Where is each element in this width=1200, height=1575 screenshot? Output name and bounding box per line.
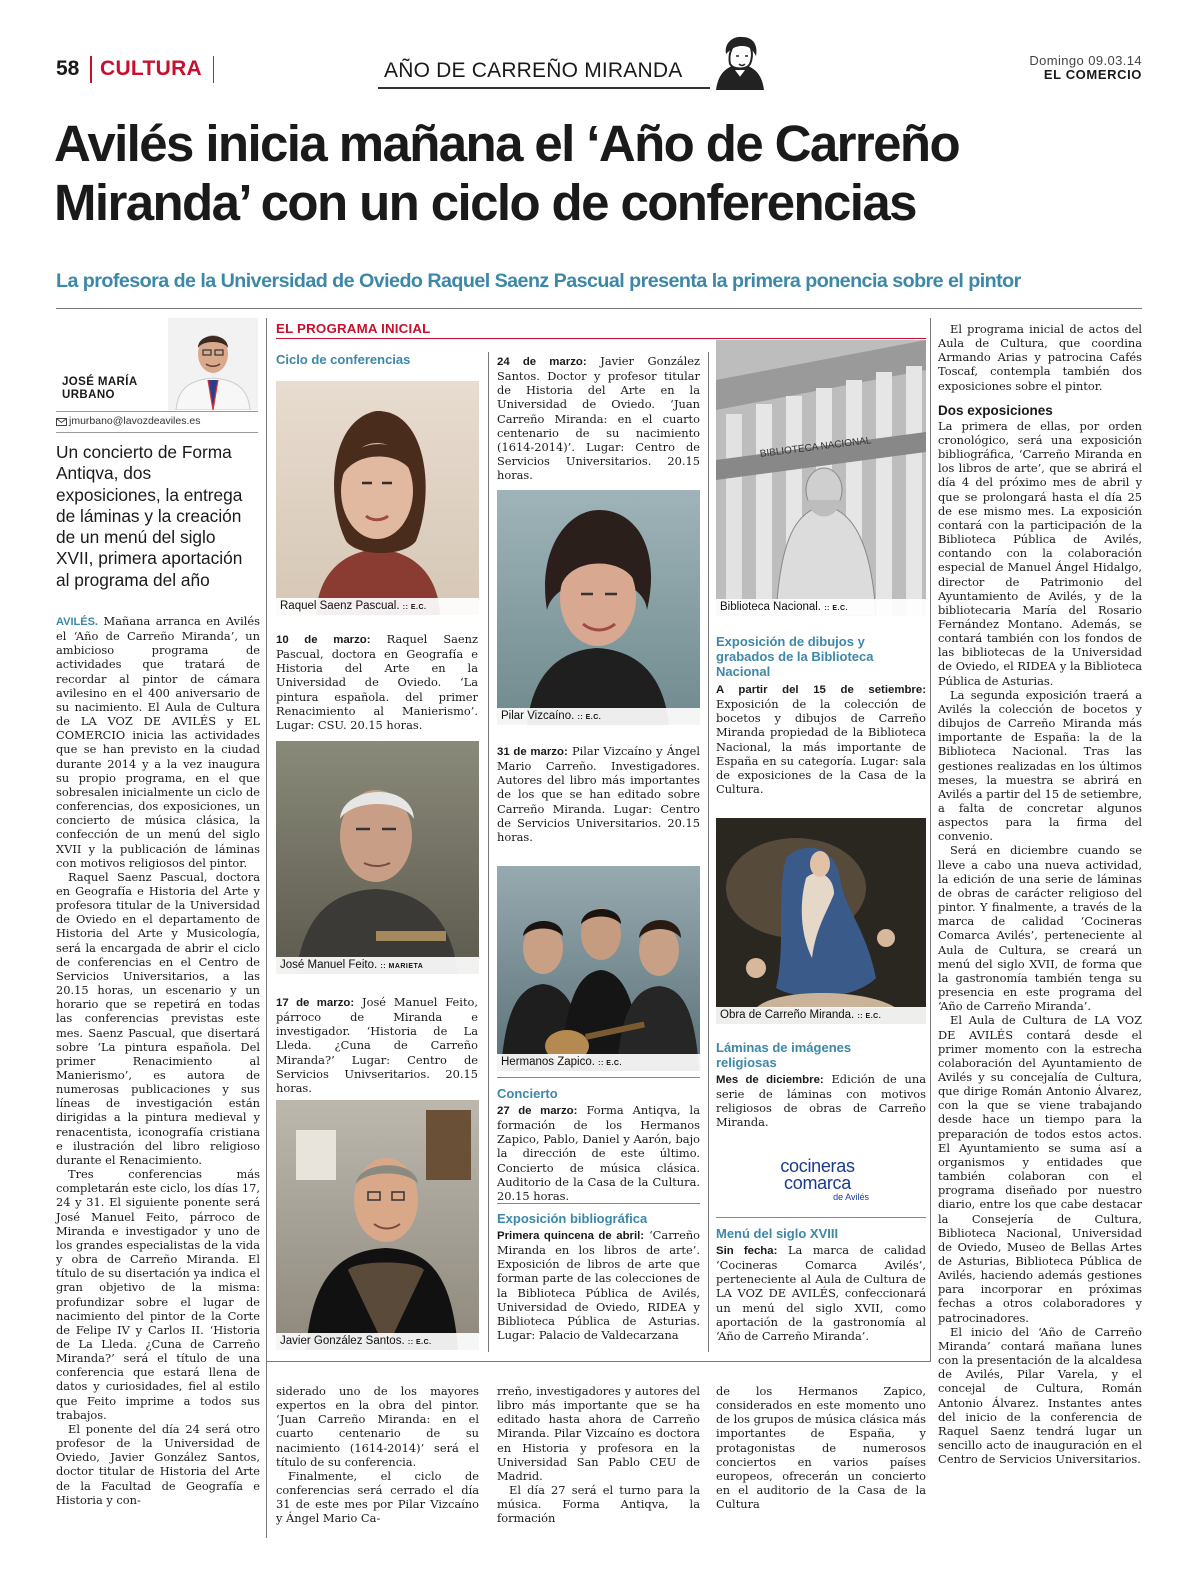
program-text: Raquel Saenz Pascual, doctora en Geografía e Historia del Arte en la Universidad de Oviedo. ‘La pintura española. del primer Renacimiento al Manierismo’. Lugar: CSU. 20.15 horas. [276, 632, 479, 732]
expo-heading: Exposición de dibujos y grabados de la Biblioteca Nacional [716, 634, 874, 679]
series-underline [378, 87, 710, 89]
body-paragraph: rreño, investigadores y autores del libro más importante que se ha editado hasta ahora de Carreño Miranda. Pilar Vizcaíno es doctora en Historia y profesora en la Universidad San Pablo CEU de Madrid. [497, 1384, 700, 1483]
rule [497, 1203, 700, 1204]
photo-credit: :: E.C. [598, 1060, 622, 1067]
author-name-2: URBANO [62, 389, 115, 401]
column-rule [708, 352, 709, 1352]
body-paragraph: La primera de ellas, por orden cronológico, será una exposición bibliográfica, ‘Carreño Miranda en los libros de arte’, que se abrirá el día 4 del próximo mes de abril y que se prolongará hasta el día 25 de ese mismo mes. La exposición contará con la participación de la Biblioteca Pública de Avilés, contando con la colaboración especial de Manuel Ángel Hidalgo, director de Patrimonio del Ayuntamiento de Avilés, y de la bibliotecaria María del Rosario Fernández Montano. Además, se contará también con los fondos de las bibliotecas de la Universidad de Oviedo, el RIDEA y la Biblioteca Pública de Asturias. [938, 418, 1142, 688]
program-item-17 [276, 995, 478, 1095]
author-photo [168, 318, 258, 410]
body-column-1 [56, 614, 260, 1507]
subheadline: La profesora de la Universidad de Oviedo Raquel Saenz Pascual presenta la primera ponencia sobre el pintor [56, 270, 1021, 292]
program-laminas [716, 1072, 926, 1130]
headline [54, 114, 959, 232]
program-text: Edición de una serie de láminas con motivos religiosos de obras de Carreño Miranda. [716, 1072, 926, 1130]
headline-line-1: Avilés inicia mañana el ‘Año de Carreño [54, 115, 960, 172]
rule [56, 411, 258, 412]
photo-obra [716, 818, 926, 1024]
program-date: 24 de marzo: [497, 356, 587, 368]
body-paragraph: Finalmente, el ciclo de conferencias será cerrado el día 31 de este mes por Pilar Vizcaíno y Ángel Mario Ca- [276, 1468, 479, 1526]
caption-text: Biblioteca Nacional. [720, 601, 822, 613]
photo-pilar [497, 490, 700, 725]
photo-credit: :: E.C. [857, 1013, 882, 1020]
program-concert [497, 1103, 700, 1203]
program-date: 10 de marzo: [276, 634, 371, 646]
program-expo [716, 682, 926, 796]
body-paragraph: El ponente del día 24 será otro profesor de la Universidad de Oviedo, Javier González Santos, doctor titular de Historia del Arte de la Facultad de Geografía e Historia y con- [56, 1421, 260, 1507]
caption-javier [276, 1333, 479, 1350]
rule [497, 1077, 700, 1078]
carreno-portrait-icon [712, 34, 768, 92]
column-rule [266, 318, 267, 1538]
photo-credit: :: MARIETA [380, 963, 424, 970]
photo-zapico [497, 866, 700, 1071]
rule [56, 308, 1142, 309]
program-date: Primera quincena de abril: [497, 1230, 645, 1242]
body-paragraph: de los Hermanos Zapico, considerados en este momento uno de los grupos de música clásica más importantes de España, y protagonistas de numerosos conciertos en varios países europeos, ofrecerán un concierto en el auditorio de la Casa de la Cultura [716, 1384, 926, 1512]
caption-text: Javier González Santos. [280, 1335, 405, 1347]
logo-line-2: comarca [784, 1173, 851, 1193]
program-date: A partir del 15 de setiembre: [716, 684, 926, 696]
laminas-heading: Láminas de imágenes religiosas [716, 1040, 852, 1070]
program-rule [276, 338, 926, 339]
program-text: Pilar Vizcaíno y Ángel Mario Carreño. Investigadores. Autores del libro más importantes de los que se han editado sobre Carreño Miranda. Lugar: Centro de Servicios Universitarios. 20.15 horas. [497, 744, 700, 844]
program-biblio [497, 1228, 700, 1342]
photo-feito [276, 741, 479, 974]
caption-biblioteca [716, 599, 926, 616]
program-date: Mes de diciembre: [716, 1074, 824, 1086]
menu-heading: Menú del siglo XVIII [716, 1226, 839, 1241]
program-text: ‘Carreño Miranda en los libros de arte’. Exposición de libros de arte que forman parte de las colecciones de la Biblioteca Pública de Avilés, Universidad de Oviedo, RIDEA y Biblioteca Pública de Asturias. Lugar: Palacio de Valdecarzana [497, 1228, 701, 1343]
photo-credit: :: E.C. [824, 605, 848, 612]
logo-line-3: de Avilés [833, 1192, 869, 1202]
dateline: AVILÉS. [56, 616, 98, 628]
building-inscription: BIBLIOTECA NACIONAL [759, 435, 873, 460]
body-paragraph: El Aula de Cultura de LA VOZ DE AVILÉS contará desde el primer momento con la estrecha colaboración del Ayuntamiento de Avilés y su concejalía de Cultura, que dirige Román Antonio Álvarez, con la que se viene trabajando desde hace un tiempo para la preparación de todos estos actos. El Ayuntamiento se suma así a organismos y entidades que también colaboran con el programa diseñado por nuestro diario, entre los que cabe destacar la Consejería de Cultura, Biblioteca Nacional, Universidad de Oviedo, Museo de Bellas Artes de Asturias, Biblioteca Pública de Avilés, haciendo además gestiones para incorporar en próximas fechas a otros colaboradores y patrocinadores. [938, 1013, 1142, 1325]
program-date: 17 de marzo: [276, 997, 355, 1009]
body-paragraph: siderado uno de los mayores expertos en la obra del pintor. ‘Juan Carreño Miranda: en el cuarto centenario de su nacimiento (1614-2014)’ será el título de su conferencia. [276, 1384, 479, 1469]
logo-line-1: cocineras [780, 1156, 855, 1176]
lead-text: Un concierto de Forma Antiqva, dos exposiciones, la entrega de láminas y la creación de un menú del siglo XVII, primera aportación al programa del año [56, 442, 243, 590]
caption-pilar [497, 708, 700, 725]
right-subheading: Dos exposiciones [938, 402, 1053, 418]
photo-biblioteca [716, 340, 926, 616]
program-menu [716, 1243, 926, 1343]
program-item-10 [276, 632, 478, 732]
portrait-javier [276, 1100, 479, 1350]
author-byline [62, 376, 138, 402]
caption-zapico [497, 1054, 700, 1071]
conferences-heading: Ciclo de conferencias [276, 352, 411, 367]
body-paragraph: El día 27 será el turno para la música. Forma Antiqva, la formación [497, 1483, 700, 1526]
painting-obra [716, 818, 926, 1024]
program-text: Exposición de la colección de bocetos y dibujos de Carreño Miranda propiedad de la Biblioteca Nacional, la más importante de España en su categoría. Lugar: sala de exposiciones de la Casa de la Cultura. [716, 697, 926, 797]
program-date: 27 de marzo: [497, 1105, 578, 1117]
portrait-raquel [276, 381, 479, 615]
biblio-heading: Exposición bibliográfica [497, 1211, 648, 1226]
building-biblioteca [716, 340, 926, 616]
rule [56, 432, 258, 433]
header-divider [90, 56, 92, 83]
caption-text: Hermanos Zapico. [501, 1056, 595, 1068]
column-rule [488, 352, 489, 1352]
photo-credit: :: E.C. [402, 604, 427, 611]
program-date: Sin fecha: [716, 1245, 778, 1257]
column-rule [930, 318, 931, 1362]
body-column-3 [497, 1384, 700, 1526]
cocineras-comarca-logo [760, 1158, 875, 1203]
issue-date: Domingo 09.03.14 [1029, 53, 1142, 68]
body-paragraph: El inicio del ‘Año de Carreño Miranda’ contará mañana lunes con la presentación de la alcaldesa de Avilés, Pilar Varela, y el concejal de Cultura, Román Antonio Álvarez. Instantes antes del inicio de la conferencia de Raquel Saenz tendrá lugar un sencillo acto de inauguración en el Centro de Servicios Universitarios. [938, 1324, 1142, 1467]
portrait-pilar [497, 490, 700, 725]
author-email[interactable]: jmurbano@lavozdeaviles.es [69, 415, 201, 427]
author-name-1: JOSÉ MARÍA [62, 376, 138, 388]
caption-obra [716, 1007, 926, 1024]
body-column-4 [716, 1384, 926, 1511]
caption-text: Raquel Saenz Pascual. [280, 600, 400, 612]
headline-line-2: Miranda’ con un ciclo de conferencias [54, 174, 916, 231]
program-date: 31 de marzo: [497, 746, 568, 758]
body-paragraph: Mañana arranca en Avilés el ‘Año de Carreño Miranda’, un ambicioso programa de actividades que tratará de recordar al pintor de cámara avilesino en el 400 aniversario de su nacimiento. El Aula de Cultura de LA VOZ DE AVILÉS y EL COMERCIO inicia las actividades que se han previsto en la ciudad durante 2014 y a la vez inaugura su propio programa, en el que sobresalen inicialmente un ciclo de conferencias, dos exposiciones, un concierto de música clásica, la confección de un menú del siglo XVII y la publicación de láminas con motivos religiosos del pintor. [56, 614, 260, 870]
header-divider [213, 56, 214, 83]
caption-text: José Manuel Feito. [280, 959, 378, 971]
body-paragraph: La segunda exposición traerá a Avilés la colección de bocetos y dibujos de Carreño Miranda más importante de España: la de la Biblioteca Nacional. Tras las gestiones realizadas en los últimos meses, la muestra se abrirá en Avilés a partir del 15 de setiembre, a falta de concretar algunos aspectos para la firma del convenio. [938, 687, 1142, 844]
caption-feito [276, 957, 479, 974]
caption-text: Pilar Vizcaíno. [501, 710, 575, 722]
photo-javier [276, 1100, 479, 1350]
concert-heading: Concierto [497, 1086, 558, 1101]
body-paragraph: Tres conferencias más completarán este ciclo, los días 17, 24 y 31. El siguiente ponente será José Manuel Feito, párroco de Miranda e investigador y uno de los grandes especialistas de la vida y obra de Carreño Miranda. El título de su disertación ya indica el gran objetivo de la misma: profundizar sobre el lugar de nacimiento del pintor de la Corte de Felipe IV y Carlos II. ‘Historia de La Lleda. ¿Cuna de Carreño Miranda?’ será el título de una conferencia que estará llena de datos y curiosidades, fiel al estilo que Feito imprime a todos sus trabajos. [56, 1167, 260, 1422]
page-number: 58 [56, 57, 80, 80]
newspaper-name: EL COMERCIO [1043, 67, 1142, 82]
program-text: José Manuel Feito, párroco de Miranda e investigador. ‘Historia de La Lleda. ¿Cuna de Carreño Miranda?’ Lugar: Centro de Servicios Univseritarios. 20.15 horas. [276, 995, 478, 1095]
section-label: CULTURA [100, 57, 203, 80]
photo-credit: :: E.C. [407, 1339, 432, 1346]
body-paragraph: El programa inicial de actos del Aula de Cultura, que coordina Armando Arias y patrocina Cafés Toscaf, contempla también dos exposiciones sobre el pintor. [938, 322, 1142, 393]
program-title: EL PROGRAMA INICIAL [276, 321, 431, 336]
body-column-right [938, 322, 1142, 1466]
caption-text: Obra de Carreño Miranda. [720, 1009, 855, 1021]
series-title: AÑO DE CARREÑO MIRANDA [384, 59, 683, 82]
program-text: La marca de calidad ‘Cocineras Comarca Avilés’, perteneciente al Aula de Cultura de LA VOZ DE AVILÉS, confeccionará un menú del siglo XVII, como aportación de la gastronomía al ‘Año de Carreño Miranda’. [716, 1243, 927, 1343]
portrait-feito [276, 741, 479, 974]
program-item-24 [497, 354, 700, 482]
body-column-2 [276, 1384, 479, 1526]
photo-raquel [276, 381, 479, 615]
program-text: Forma Antiqva, la formación de los Hermanos Zapico, Pablo, Daniel y Aarón, bajo la dirección de este último. Concierto de música clásica. Auditorio de la Casa de la Cultura. 20.15 horas. [497, 1103, 700, 1203]
body-paragraph: Será en diciembre cuando se lleve a cabo una nueva actividad, la edición de una serie de láminas de obras de carácter religioso del pintor. Y finalmente, a través de la marca de calidad ‘Cocineras Comarca Avilés’, perteneciente al Aula de Cultura, se creará un menú del siglo XVII, de forma que la gastronomía también tenga su presencia en este programa del ‘Año de Carreño Miranda’. [938, 843, 1142, 1014]
program-item-31 [497, 744, 700, 844]
photo-credit: :: E.C. [577, 714, 602, 721]
program-box-bottom [266, 1361, 930, 1362]
rule [716, 1217, 926, 1218]
caption-raquel [276, 598, 479, 615]
email-icon [56, 418, 67, 426]
portrait-zapico [497, 866, 700, 1071]
body-paragraph: Raquel Saenz Pascual, doctora en Geografía e Historia del Arte y profesora titular de la Universidad de Oviedo en el departamento de Historia del Arte y Musicología, será la encargada de abrir el ciclo de conferencias en el Centro de Servicios Universitarios, a las 20.15 horas, un escenario y un horario que se repetirá en todas las conferencias previstas este mes. Saenz Pascual, que disertará sobre ‘La pintura española. Del primer Renacimiento al Manierismo’, es autora de numerosas publicaciones y sus líneas de investigación están dirigidas a la pintura medieval y renacentista, iconografía cristiana e ilustración del libro religioso durante el Renacimiento. [56, 869, 260, 1167]
program-text: Javier González Santos. Doctor y profesor titular de Historia del Arte en la Universidad de Oviedo. ‘Juan Carreño Miranda: en el cuarto centenario de su nacimiento (1614-2014)’. Lugar: Centro de Servicios Universitarios. 20.15 horas. [497, 354, 700, 483]
